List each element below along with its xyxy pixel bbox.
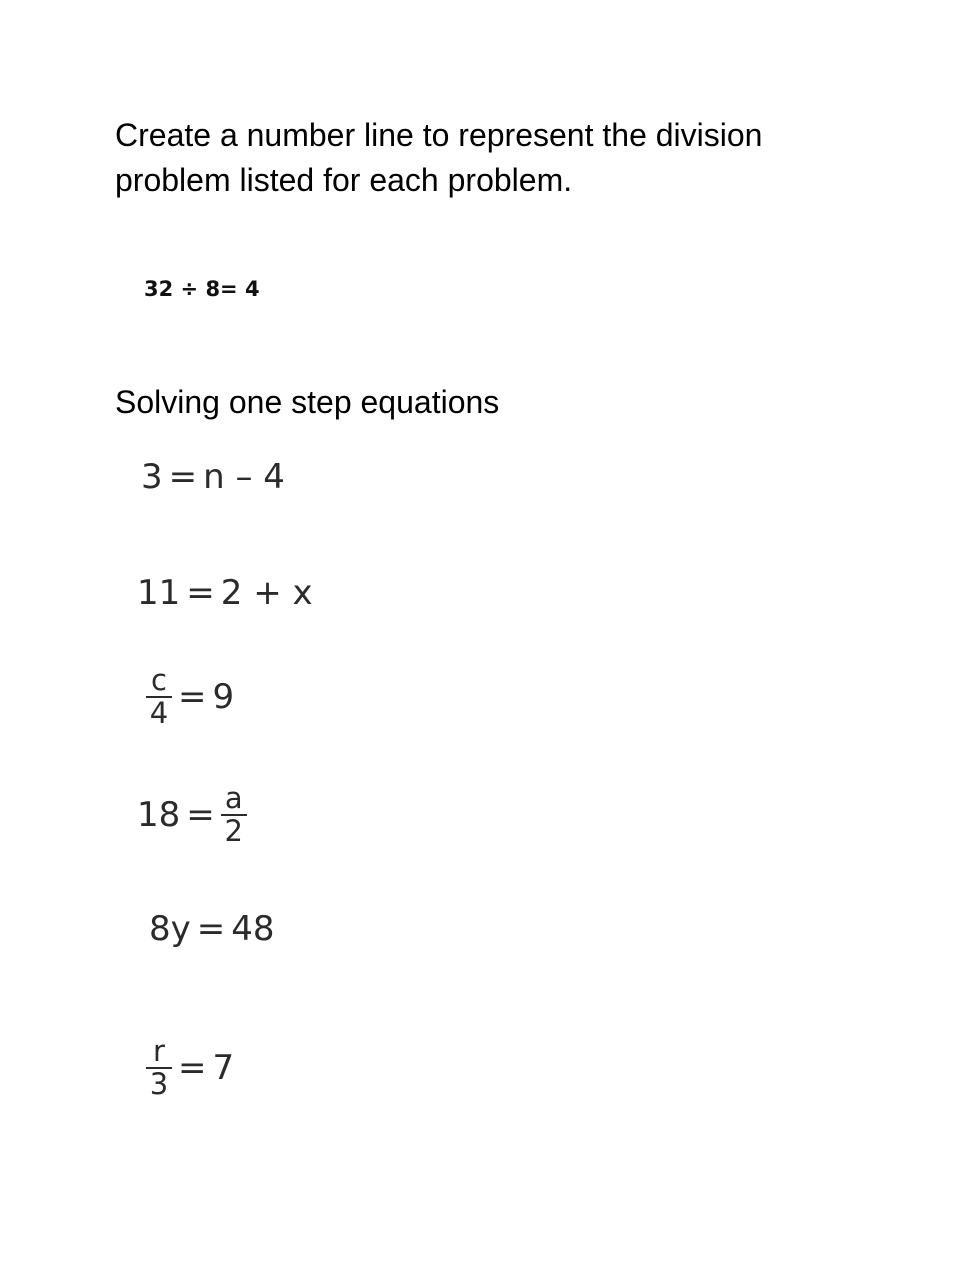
division-problem: 32 ÷ 8= 4: [144, 277, 260, 301]
equation-4: [137, 781, 247, 848]
equation-1-right: n – 4: [203, 457, 285, 497]
numerator: c: [146, 666, 172, 698]
instructions-line-1: Create a number line to represent the division: [115, 117, 763, 153]
equals-sign: =: [168, 457, 198, 497]
equals-sign: =: [196, 909, 226, 949]
equation-1: [141, 457, 285, 497]
equation-5-right: 48: [231, 909, 275, 949]
equation-3-right: 9: [212, 677, 235, 717]
equation-5-left: 8y: [149, 909, 191, 949]
fraction: [146, 1034, 172, 1101]
equals-sign: =: [178, 1048, 207, 1088]
equation-6: [146, 1034, 235, 1101]
equals-sign: =: [186, 795, 215, 835]
fraction: [146, 663, 172, 730]
equals-sign: =: [186, 573, 215, 613]
denominator: 3: [149, 1067, 169, 1101]
section-title: Solving one step equations: [115, 384, 500, 420]
equals-sign: =: [178, 677, 207, 717]
instructions: [115, 113, 855, 203]
equation-5: [149, 909, 275, 949]
numerator: a: [221, 784, 247, 816]
equation-2-left: 11: [137, 573, 181, 613]
equation-3: [146, 663, 235, 730]
equation-4-left: 18: [137, 795, 181, 835]
equation-2-right: 2 + x: [220, 573, 313, 613]
denominator: 4: [149, 696, 169, 730]
equation-2: [137, 573, 313, 613]
numerator: r: [146, 1037, 172, 1069]
instructions-line-2: problem listed for each problem.: [115, 162, 573, 198]
equation-1-left: 3: [141, 457, 163, 497]
fraction: [221, 781, 247, 848]
denominator: 2: [224, 814, 243, 848]
equation-6-right: 7: [212, 1048, 235, 1088]
